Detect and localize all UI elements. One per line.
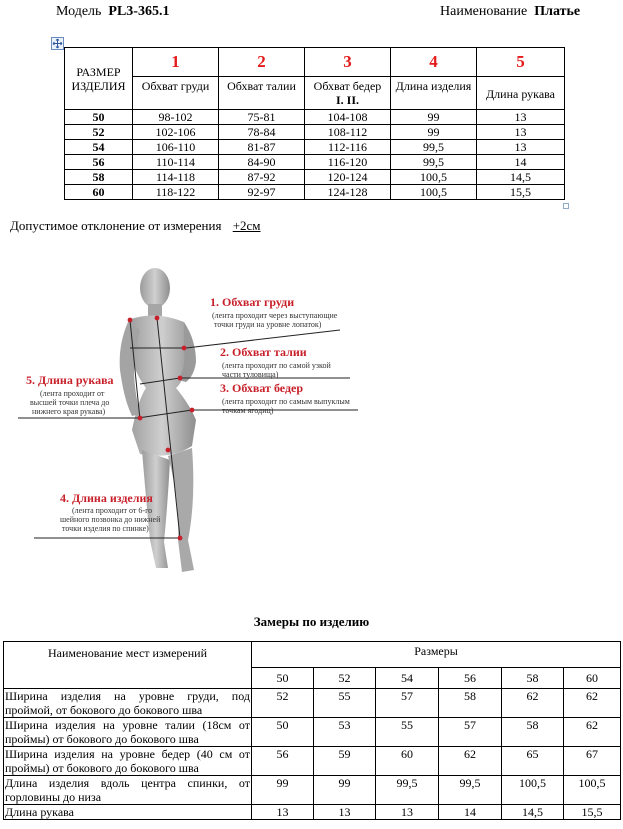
meas-size-header: 52 <box>314 668 376 689</box>
label-waist-desc1: (лента проходит по самой узкой <box>222 361 331 370</box>
size-row <box>65 185 565 200</box>
meas-row <box>4 805 621 820</box>
label-chest-desc2: точки груди на уровне лопаток) <box>214 320 322 329</box>
size-row <box>65 140 565 155</box>
size-value-cell: 100,5 <box>391 185 477 200</box>
col-num-2: 2 <box>219 48 305 77</box>
col-label-hips <box>305 77 391 110</box>
col-label-hips-sub: I. II. <box>335 93 359 107</box>
label-length-desc1: (лента проходит от 6-го <box>72 506 153 515</box>
move-icon <box>52 38 63 49</box>
meas-value: 100,5 <box>564 776 621 805</box>
size-value-cell: 114-118 <box>133 170 219 185</box>
size-value-cell: 99,5 <box>391 140 477 155</box>
model-header <box>56 4 169 20</box>
size-cell: 56 <box>65 155 133 170</box>
col-num-5: 5 <box>477 48 565 77</box>
size-value-cell: 99,5 <box>391 155 477 170</box>
meas-row <box>4 747 621 776</box>
meas-value: 58 <box>439 689 502 718</box>
meas-value: 99,5 <box>376 776 439 805</box>
meas-header-sizes: Размеры <box>252 642 621 668</box>
meas-value: 57 <box>439 718 502 747</box>
meas-value: 50 <box>252 718 314 747</box>
meas-label: Ширина изделия на уровне бедер (40 см от проймы) от бокового до бокового шва <box>5 747 250 775</box>
label-chest-title: 1. Обхват груди <box>210 295 295 309</box>
label-sleeve-desc3: нижнего края рукава) <box>32 407 106 416</box>
label-length-desc3: точки изделия по спинке) <box>62 524 149 533</box>
meas-label: Ширина изделия на уровне талии (18см от проймы) от бокового до бокового шва <box>5 718 250 746</box>
size-row <box>65 155 565 170</box>
tolerance-text: Допустимое отклонение от измерения <box>10 218 222 233</box>
size-row <box>65 125 565 140</box>
meas-row <box>4 718 621 747</box>
label-sleeve-desc1: (лента проходит от <box>40 389 105 398</box>
meas-value: 55 <box>376 718 439 747</box>
meas-label: Длина изделия вдоль центра спинки, от горловины до низа <box>5 776 250 804</box>
meas-value: 14,5 <box>502 805 564 820</box>
label-hips-title: 3. Обхват бедер <box>220 381 304 395</box>
size-value-cell: 87-92 <box>219 170 305 185</box>
size-cell: 54 <box>65 140 133 155</box>
size-value-cell: 112-116 <box>305 140 391 155</box>
meas-value: 99 <box>314 776 376 805</box>
col-label-hips-text: Обхват бедер <box>313 79 382 93</box>
meas-size-header: 54 <box>376 668 439 689</box>
label-length-desc2: шейного позвонка до нижней <box>60 515 161 524</box>
meas-size-header: 60 <box>564 668 621 689</box>
meas-value: 53 <box>314 718 376 747</box>
size-cell: 52 <box>65 125 133 140</box>
size-value-cell: 99 <box>391 110 477 125</box>
meas-value: 13 <box>252 805 314 820</box>
meas-value: 13 <box>314 805 376 820</box>
size-value-cell: 108-112 <box>305 125 391 140</box>
meas-header-left: Наименование мест измерений <box>4 642 252 689</box>
size-value-cell: 106-110 <box>133 140 219 155</box>
name-value: Платье <box>534 4 581 19</box>
meas-value: 58 <box>502 718 564 747</box>
meas-size-header: 58 <box>502 668 564 689</box>
size-table <box>64 47 565 200</box>
meas-value: 62 <box>564 689 621 718</box>
meas-label: Длина рукава <box>4 805 252 820</box>
meas-value: 15,5 <box>564 805 621 820</box>
meas-value: 52 <box>252 689 314 718</box>
size-value-cell: 13 <box>477 140 565 155</box>
label-waist-desc2: части туловища) <box>222 370 279 379</box>
meas-value: 62 <box>502 689 564 718</box>
size-value-cell: 15,5 <box>477 185 565 200</box>
size-value-cell: 14 <box>477 155 565 170</box>
col-num-4: 4 <box>391 48 477 77</box>
size-value-cell: 118-122 <box>133 185 219 200</box>
table-move-handle[interactable] <box>51 37 64 50</box>
col-label-waist: Обхват талии <box>219 77 305 110</box>
meas-value: 100,5 <box>502 776 564 805</box>
label-sleeve-desc2: высшей точки плеча до <box>30 398 110 407</box>
size-value-cell: 92-97 <box>219 185 305 200</box>
col-num-3: 3 <box>305 48 391 77</box>
size-value-cell: 13 <box>477 110 565 125</box>
size-value-cell: 84-90 <box>219 155 305 170</box>
model-label: Модель <box>56 4 102 19</box>
meas-value: 59 <box>314 747 376 776</box>
meas-value: 67 <box>564 747 621 776</box>
meas-value: 57 <box>376 689 439 718</box>
tolerance-value: +2см <box>232 218 261 233</box>
meas-value: 56 <box>252 747 314 776</box>
meas-size-header: 56 <box>439 668 502 689</box>
size-value-cell: 120-124 <box>305 170 391 185</box>
meas-row <box>4 776 621 805</box>
size-row <box>65 170 565 185</box>
meas-value: 99,5 <box>439 776 502 805</box>
measurements-table <box>3 641 621 820</box>
meas-value: 13 <box>376 805 439 820</box>
table-resize-handle[interactable] <box>563 203 569 209</box>
size-value-cell: 116-120 <box>305 155 391 170</box>
size-row <box>65 110 565 125</box>
name-label: Наименование <box>440 4 528 19</box>
size-value-cell: 14,5 <box>477 170 565 185</box>
meas-size-header: 50 <box>252 668 314 689</box>
label-hips-desc2: точкам ягодиц) <box>222 406 274 415</box>
label-chest-desc1: (лента проходит через выступающие <box>212 311 338 320</box>
size-cell: 50 <box>65 110 133 125</box>
meas-row <box>4 689 621 718</box>
meas-value: 99 <box>252 776 314 805</box>
meas-label: Ширина изделия на уровне груди, под проймой, от бокового до бокового шва <box>5 689 250 717</box>
size-value-cell: 100,5 <box>391 170 477 185</box>
size-value-cell: 99 <box>391 125 477 140</box>
size-value-cell: 102-106 <box>133 125 219 140</box>
size-cell: 60 <box>65 185 133 200</box>
col-label-chest: Обхват груди <box>133 77 219 110</box>
label-sleeve-title: 5. Длина рукава <box>26 373 114 387</box>
size-cell: 58 <box>65 170 133 185</box>
size-value-cell: 78-84 <box>219 125 305 140</box>
size-value-cell: 13 <box>477 125 565 140</box>
size-corner-header: РАЗМЕР ИЗДЕЛИЯ <box>65 48 133 110</box>
col-num-1: 1 <box>133 48 219 77</box>
col-label-sleeve: Длина рукава <box>477 77 565 110</box>
meas-value: 62 <box>564 718 621 747</box>
meas-value: 62 <box>439 747 502 776</box>
body-measurement-diagram <box>0 250 623 595</box>
tolerance-line <box>10 218 261 234</box>
size-value-cell: 98-102 <box>133 110 219 125</box>
meas-value: 14 <box>439 805 502 820</box>
meas-value: 60 <box>376 747 439 776</box>
model-value: PL3-365.1 <box>108 4 170 19</box>
meas-value: 65 <box>502 747 564 776</box>
size-value-cell: 110-114 <box>133 155 219 170</box>
label-waist-title: 2. Обхват талии <box>220 345 307 359</box>
name-header <box>440 4 580 20</box>
col-label-length: Длина изделия <box>391 77 477 110</box>
size-value-cell: 104-108 <box>305 110 391 125</box>
size-value-cell: 81-87 <box>219 140 305 155</box>
size-value-cell: 75-81 <box>219 110 305 125</box>
label-length-title: 4. Длина изделия <box>60 491 153 505</box>
label-hips-desc1: (лента проходит по самым выпуклым <box>222 397 350 406</box>
measurements-title: Замеры по изделию <box>253 614 370 629</box>
meas-value: 55 <box>314 689 376 718</box>
size-value-cell: 124-128 <box>305 185 391 200</box>
